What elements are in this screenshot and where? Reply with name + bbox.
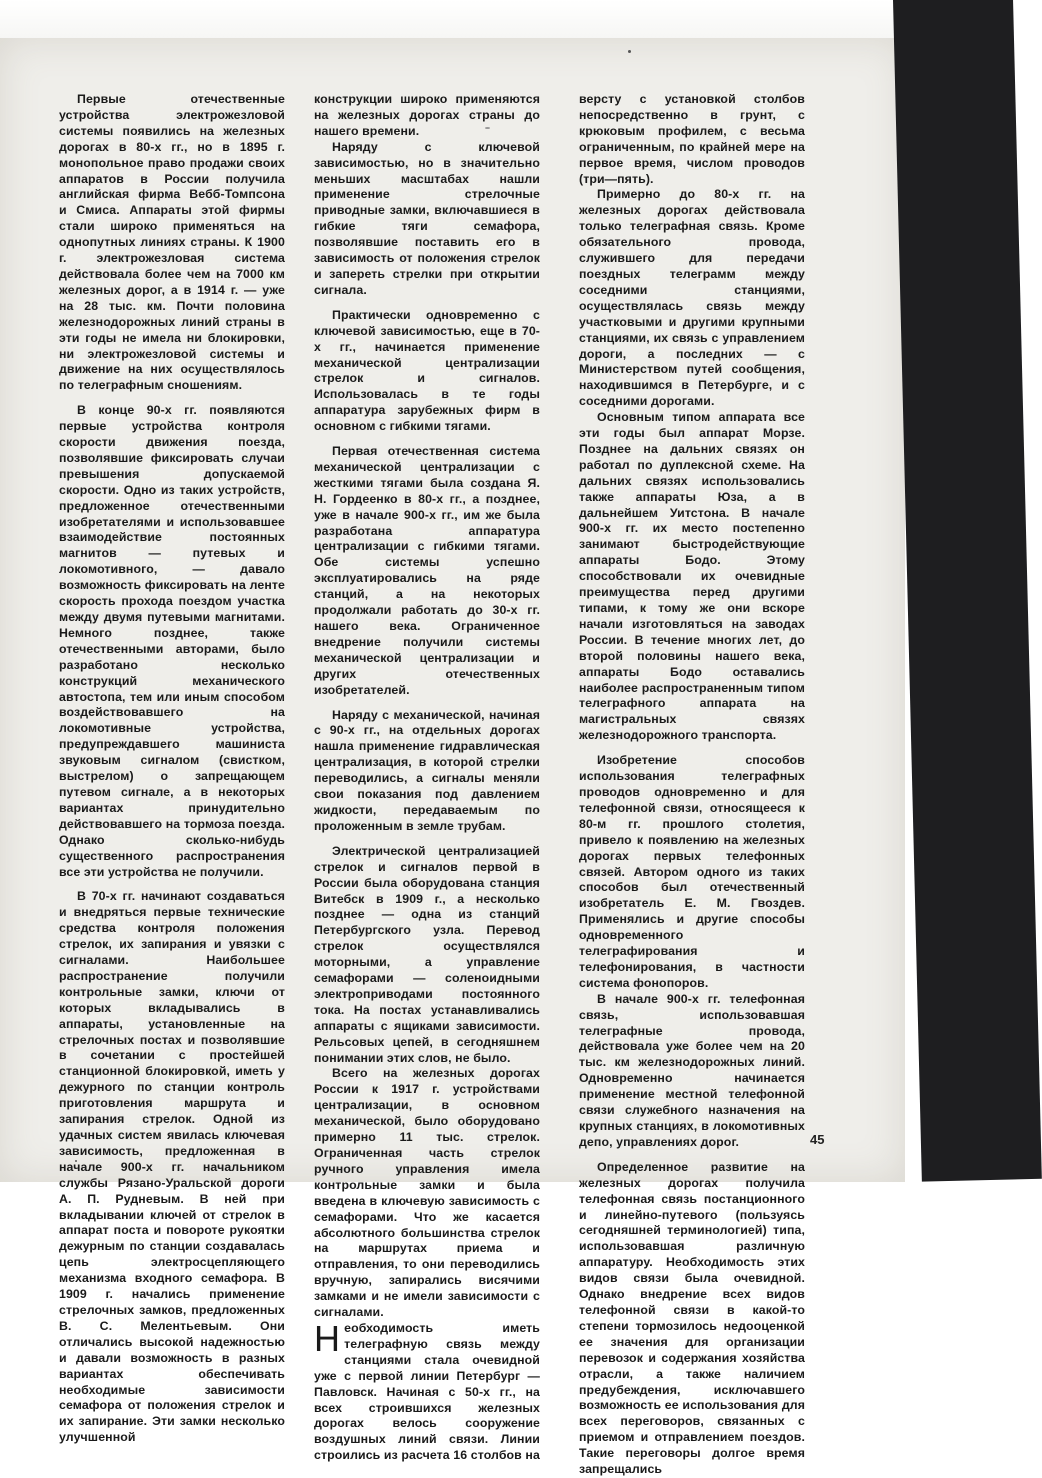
scan-top-margin: [0, 0, 1000, 40]
dust-speck: [628, 50, 631, 53]
paragraph: Наряду с ключевой зависимостью, но в значительно меньших масштабах нашли применение стрелочные приводные замки, включавшиеся в гибкие тяги семафора, позволявшие поставить его в зависимость от положения стрелок и запереть стрелки при открытии сигнала.: [314, 139, 540, 297]
drop-cap: Н: [314, 1317, 341, 1359]
paragraph: Электрической централизацией стрелок и сигналов первой в России была оборудована станция Витебск в 1909 г., а несколько позднее — одна из станций Петербургского узла. Перевод стрелок осуществлялся моторными, а управление семафорами — соленоидными электроприводами постоянного тока. На постах устанавливались аппараты с ящиками зависимости. Рельсовых цепей, в сегодняшнем понимании этих слов, не было.: [314, 843, 540, 1065]
text-column-3: [579, 92, 805, 1478]
text-column-1: [59, 92, 285, 1446]
paragraph: В конце 90-х гг. появляются первые устройства контроля скорости движения поезда, позволявшие фиксировать случаи превышения допускаемой скорости. Одно из таких устройств, предложенное отечественными изобретателями и использовавшее взаимодействие постоянных магнитов — путевых и локомотивного, — давало возможность фиксировать на ленте скорость прохода поездом участка между двумя путевыми магнитами. Немного позднее, также отечественными авторами, было разработано несколько конструкций механического автостопа, тем или иным способом воздействовавшего на локомотивные устройства, предупреждавшего машиниста звуковым сигналом (свистком, выстрелом) о запрещающем путевом сигнале, а в некоторых вариантах принудительно действовавшего на тормоза поезда. Однако сколько-нибудь существенного распространения все эти устройства не получили.: [59, 403, 285, 879]
scan-dark-border: [893, 0, 1042, 1182]
paragraph: Основным типом аппарата все эти годы был аппарат Морзе. Позднее на дальних связях он работал по дуплексной схеме. На дальних связях использовались также аппараты Юза, а в дальнейшем Уитстона. В начале 900-х гг. их место постепенно занимают быстродействующие аппараты Бодо. Этому способствовали их очевидные преимущества перед другими типами, к тому же они вскоре начали изготовляться на заводах России. В течение многих лет, до второй половины нашего века, аппараты Бодо оставались наиболее распространенным типом телеграфного аппарата на магистральных связях железнодорожного транспорта.: [579, 410, 805, 743]
paragraph-text: еобходимость иметь телеграфную связь между станциями стала очевидной уже с первой линии Петербург — Павловск. Начиная с 50-х гг., на всех строившихся железных дорогах велось сооружение воздушных линий связи. Линии строились из расчета 16 столбов на: [314, 1320, 540, 1463]
paragraph: В 70-х гг. начинают создаваться и внедряться первые технические средства контроля положения стрелок, их запирания и увязки с сигналами. Наибольшее распространение получили контрольные замки, ключи от которых вкладывались в аппараты, установленные на стрелочных постах и позволявшие в сочетании с простейшей станционной блокировкой, иметь у дежурного по станции контроль приготовления маршрута и запирания стрелок. Одной из удачных систем явилась ключевая зависимость, предложенная в начале 900-х гг. начальником службы Рязано-Уральской дороги А. П. Рудневым. В ней при вкладывании ключей от стрелок в аппарат поста и повороте рукоятки дежурным по станции создавалась цепь электросцепляющего механизма входного семафора. В 1909 г. начались применение стрелочных замков, предложенных В. С. Мелентьевым. Они отличались высокой надежностью и давали возможность в разных вариантах обеспечивать необходимые зависимости семафора от положения стрелок и их запирание. Эти замки несколько улучшенной: [59, 889, 285, 1445]
paragraph: Первая отечественная система механической централизации с жесткими тягами была создана Я. Н. Гордеенко в 80-х гг., а позднее, уже в начале 900-х гг., им же была разработана аппаратура централизации с гибкими тягами. Обе системы успешно эксплуатировались на ряде станций, а на некоторых продолжали работать до 30-х гг. нашего века. Ограниченное внедрение получили системы механической централизации и других отечественных изобретателей.: [314, 444, 540, 697]
text-column-2: [314, 92, 540, 1464]
paragraph: Наряду с механической, начиная с 90-х гг., на отдельных дорогах нашла применение гидравлическая централизация, в которой стрелки переводились, а сигналы меняли свои показания под давлением жидкости, передаваемым по проложенным в земле трубам.: [314, 707, 540, 833]
page-number: 45: [810, 1132, 825, 1147]
paragraph: В начале 900-х гг. телефонная связь, использовавшая телеграфные провода, действовала уже более чем на 20 тыс. км железнодорожных линий. Одновременно начинается применение местной телефонной связи служебного назначения на крупных станциях, в локомотивных депо, управлениях дорог.: [579, 991, 805, 1149]
paragraph: конструкции широко применяются на железных дорогах страны до нашего времени.: [314, 92, 540, 138]
paragraph: Всего на железных дорогах России к 1917 г. устройствами централизации, в основном механической, было оборудовано примерно 11 тыс. стрелок. Ограниченная часть стрелок ручного управления имела контрольные замки и была введена в ключевую зависимость с семафорами. Что же касается абсолютного большинства стрелок на маршрутах приема и отправления, то они переводились вручную, запирались висячими замками и не имели зависимости с сигналами.: [314, 1066, 540, 1320]
paragraph: версту с установкой столбов непосредственно в грунт, с крюковым профилем, с весьма ограниченным, по крайней мере на первое время, числом проводов (три—пять).: [579, 92, 805, 186]
paragraph: Практически одновременно с ключевой зависимостью, еще в 70-х гг., начинается применение механической централизации стрелок и сигналов. Использовалась в те годы аппаратура зарубежных фирм в основном с гибкими тягами.: [314, 307, 540, 434]
paragraph: Изобретение способов использования телеграфных проводов одновременно и для телефонной связи, относящееся к 80-м гг. прошлого столетия, привело к появлению на железных дорогах первых телефонных связей. Автором одного из таких способов был отечественный изобретатель Е. М. Гвоздев. Применялись и другие способы одновременного телеграфирования и телефонирования, в частности система фонопоров.: [579, 753, 805, 990]
paragraph: Примерно до 80-х гг. на железных дорогах действовала только телеграфная связь. Кроме обязательного провода, служившего для передачи поездных телеграмм между соседними станциями, осуществлялась связь между участковыми и другими крупными станциями, их связь с управлением дороги, а последних — с Министерством путей сообщения, находившимся в Петербурге, и с соседними дорогами.: [579, 187, 805, 409]
paragraph: Определенное развитие на железных дорогах получила телефонная связь постанционного и линейно-путевого (пользуясь сегодняшней терминологией) типа, использовавшая различную аппаратуру. Необходимость этих видов связи была очевидной. Однако внедрение всех видов телефонной связи в какой-то степени тормозилось недооценкой ее значения для организации перевозок и содержания хозяйства отрасли, а также наличием предубеждения, исключавшего возможность ее использования для всех переговоров, связанных с приемом и отправлением поездов. Такие переговоры долгое время запрещались: [579, 1159, 805, 1477]
paragraph: Первые отечественные устройства электрожезловой системы появились на железных дорогах в 80-х гг., но в 1895 г. монопольное право продажи своих аппаратов в России получила английская фирма Вебб-Томпсона и Смиса. Аппараты этой фирмы стали широко применяться на однопутных линиях страны. К 1900 г. электрожезловая система действовала более чем на 7000 км железных дорог, а в 1914 г. — уже на 28 тыс. км. Почти половина железнодорожных линий страны в эти годы не имела ни блокировки, ни электрожезловой системы и движение на них осуществлялось по телеграфным сношениям.: [59, 92, 285, 393]
section-opening-paragraph: [314, 1317, 540, 1464]
